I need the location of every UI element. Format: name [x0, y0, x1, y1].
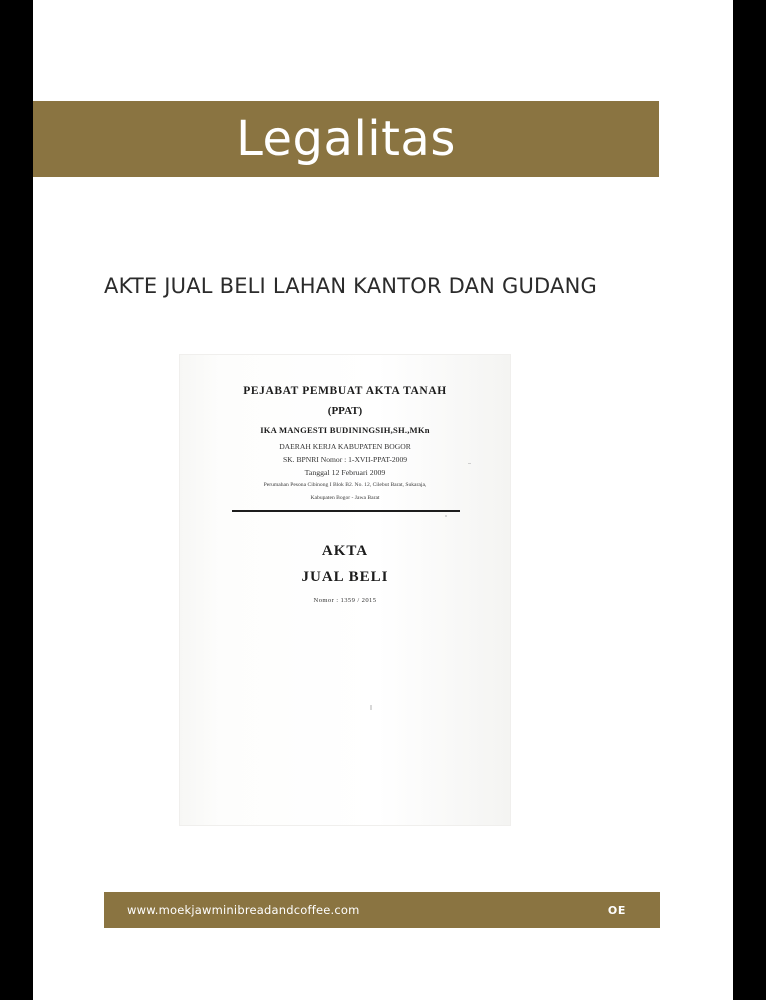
doc-heading: PEJABAT PEMBUAT AKTA TANAH	[243, 385, 447, 397]
footer-banner	[104, 892, 660, 928]
doc-number: Nomor : 1359 / 2015	[313, 597, 377, 604]
doc-work-area: DAERAH KERJA KABUPATEN BOGOR	[279, 442, 411, 451]
doc-title-line-2: JUAL BELI	[301, 569, 389, 585]
scan-artifact	[445, 515, 447, 517]
document-scan-image	[180, 355, 510, 825]
doc-address-line-2: Kabupaten Bogor - Jawa Barat	[310, 495, 380, 501]
doc-notary-name: IKA MANGESTI BUDININGSIH,SH.,MKn	[260, 425, 430, 435]
doc-address-line-1: Perumahan Pesona Cibinong I Blok B2. No. 12, Cilebut Barat, Sukaraja,	[263, 482, 427, 488]
scan-artifact	[370, 705, 372, 710]
page-title: Legalitas	[236, 111, 456, 167]
title-banner	[33, 101, 659, 177]
slide-subtitle: AKTE JUAL BELI LAHAN KANTOR DAN GUDANG	[104, 274, 597, 298]
doc-sk-number: SK. BPNRI Nomor : 1-XVII-PPAT-2009	[282, 455, 408, 464]
doc-date: Tanggal 12 Februari 2009	[304, 468, 386, 477]
footer-website-url: www.moekjawminibreadandcoffee.com	[127, 903, 360, 917]
doc-acronym: (PPAT)	[327, 405, 363, 417]
footer-tag-label: OE	[607, 903, 626, 917]
slide-canvas	[33, 0, 733, 1000]
doc-divider	[232, 510, 460, 512]
document-scan-page	[180, 355, 510, 825]
doc-title-line-1: AKTA	[321, 543, 369, 559]
scan-artifact	[468, 463, 471, 464]
